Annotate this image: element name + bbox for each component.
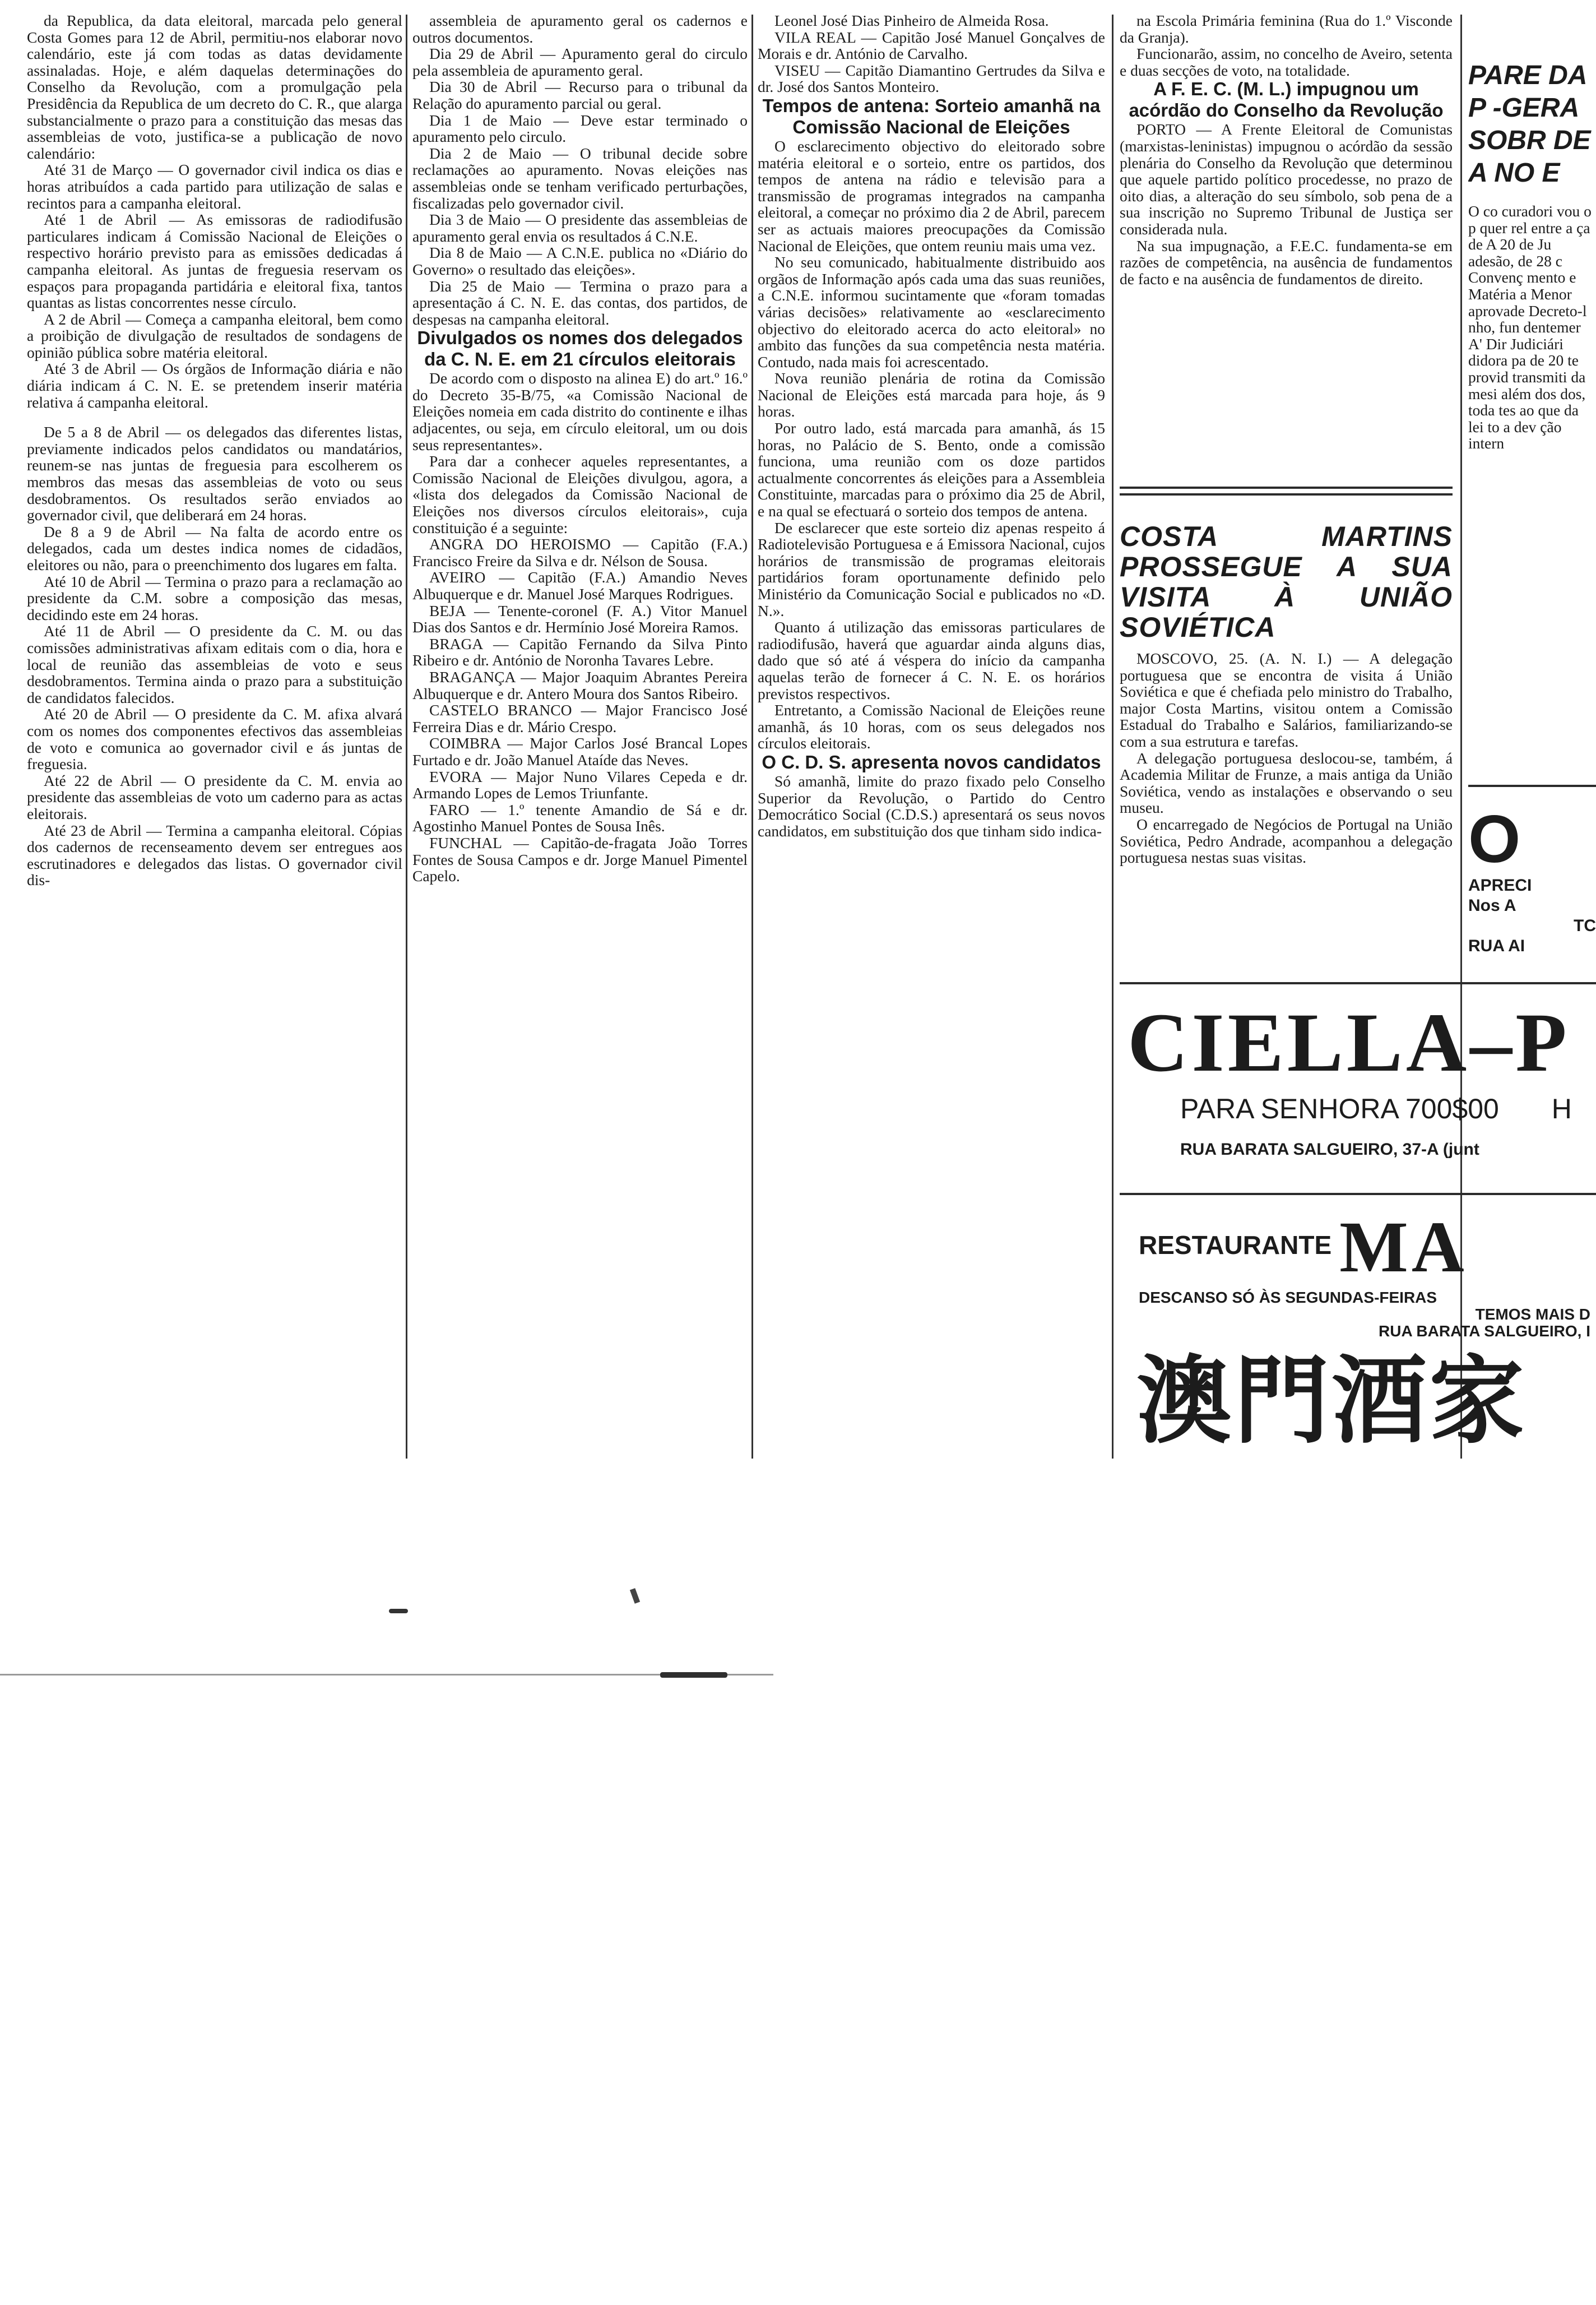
- paragraph: BEJA — Tenente-coronel (F. A.) Vitor Manuel Dias dos Santos e dr. Hermínio José Moreira Ramos.: [412, 601, 748, 636]
- ciella-brand-tail: –P: [1470, 998, 1570, 1089]
- scan-edge-line: [0, 1674, 773, 1675]
- paragraph: O encarregado de Negócios de Portugal na União Soviética, Pedro Andrade, acompanhou a delegação portuguesa nestas suas visitas.: [1120, 815, 1453, 867]
- advertisement-ciella: [1120, 998, 1596, 1188]
- paragraph: Dia 29 de Abril — Apuramento geral do circulo pela assembleia de apuramento geral.: [412, 45, 748, 79]
- paragraph: Até 3 de Abril — Os órgãos de Informação diária e não diária indicam á C. N. E. se pretendem inserir matéria relativa á campanha eleitoral.: [27, 360, 402, 411]
- restaurant-name: MA: [1339, 1207, 1468, 1288]
- paragraph: Dia 2 de Maio — O tribunal decide sobre reclamações ao apuramento. Novas eleições nas assembleias onde se tenham verificado perturbações, fiscalizadas pelo governador civil.: [412, 144, 748, 212]
- restaurant-note: TEMOS MAIS D: [1475, 1306, 1590, 1323]
- ciella-brand: CIELLA: [1128, 998, 1470, 1089]
- paragraph: FUNCHAL — Capitão-de-fragata João Torres Fontes de Sousa Campos e dr. Jorge Manuel Pimentel Capelo.: [412, 834, 748, 885]
- paragraph: O co curadori vou o p quer rel entre a ça de A 20 de Ju adesão, de 28 c Convenç mento e Matéria a Menor aprovade Decreto-l nho, fun dentemer A' Dir Judiciári didora pa de 20 te provid transmiti da mesi além dos dos, toda tes ao que da lei to a dev ção intern: [1468, 202, 1592, 452]
- restaurant-label: RESTAURANTE: [1139, 1230, 1332, 1260]
- paragraph: ANGRA DO HEROISMO — Capitão (F.A.) Francisco Freire da Silva e dr. Nélson de Sousa.: [412, 535, 748, 570]
- paragraph: FARO — 1.º tenente Amandio de Sá e dr. Agostinho Manuel Pontes de Sousa Inês.: [412, 800, 748, 835]
- paragraph: Nova reunião plenária de rotina da Comissão Nacional de Eleições está marcada para hoje, ás 9 horas.: [758, 369, 1105, 420]
- ciella-price: PARA SENHORA 700$00: [1180, 1093, 1499, 1124]
- ad-line: APRECI: [1468, 876, 1532, 895]
- article-costa-martins: [1120, 521, 1453, 959]
- headline-antenna-time: Tempos de antena: Sorteio amanhã na Comissão Nacional de Eleições: [762, 95, 1101, 137]
- headline-delegates: Divulgados os nomes dos delegados da C. N. E. em 21 círculos eleitorais: [417, 327, 743, 370]
- ciella-address: RUA BARATA SALGUEIRO, 37-A (junt: [1180, 1140, 1479, 1159]
- column-fec: [1120, 12, 1453, 517]
- section-divider: [1120, 982, 1596, 984]
- paragraph: Dia 25 de Maio — Termina o prazo para a apresentação á C. N. E. das contas, dos partidos, de despesas na campanha eleitoral.: [412, 277, 748, 328]
- ad-big-letter: O: [1468, 803, 1521, 877]
- paragraph: Dia 8 de Maio — A C.N.E. publica no «Diário do Governo» o resultado das eleições».: [412, 244, 748, 278]
- paragraph: AVEIRO — Capitão (F.A.) Amandio Neves Albuquerque e dr. Manuel José Marques Rodrigues.: [412, 568, 748, 603]
- paragraph: assembleia de apuramento geral os cadernos e outros documentos.: [412, 12, 748, 46]
- column-delegates: [412, 12, 748, 1459]
- restaurant-address: RUA BARATA SALGUEIRO, I: [1379, 1322, 1590, 1340]
- paragraph: De 8 a 9 de Abril — Na falta de acordo entre os delegados, cada um destes indica nomes de cidadãos, eleitores ou não, para o preenchimento dos lugares em falta.: [27, 522, 402, 573]
- ink-speck: [389, 1609, 408, 1613]
- paragraph: BRAGA — Capitão Fernando da Silva Pinto Ribeiro e dr. António de Noronha Tavares Lebre.: [412, 635, 748, 669]
- restaurant-chinese-name: 澳門酒家: [1136, 1345, 1527, 1452]
- clipped-side-article: [1468, 12, 1596, 763]
- paragraph: COIMBRA — Major Carlos José Brancal Lopes Furtado e dr. João Manuel Ataíde das Neves.: [412, 734, 748, 769]
- paragraph: De acordo com o disposto na alinea E) do art.º 16.º do Decreto 35-B/75, «a Comissão Nacional de Eleições nomeia em cada distrito do continente e ilhas adjacentes, ou seja, em círculo eleitoral, um ou dois seus representantes».: [412, 369, 748, 453]
- paragraph: Até 1 de Abril — As emissoras de radiodifusão particulares indicam á Comissão Nacional de Eleições o respectivo horário previsto para as emissões dedicadas á campanha eleitoral. As juntas de freguesia reservam os espaços para propaganda partidária e eleitoral fixa, tantos quantas as listas concorrentes nesse círculo.: [27, 211, 402, 312]
- paragraph: Leonel José Dias Pinheiro de Almeida Rosa.: [774, 12, 1049, 29]
- paragraph: No seu comunicado, habitualmente distribuido aos orgãos de Informação após cada uma das suas reuniões, a C.N.E. informou sucintamente que «foram tomadas várias decisões» relativamente ao «esclarecimento objectivo do eleitorado acerca do acto eleitoral» no ambito das funções da sua competência nesta matéria. Contudo, nada mais foi acrescentado.: [758, 253, 1105, 371]
- paragraph: Até 11 de Abril — O presidente da C. M. ou das comissões administrativas afixam editais com o dia, hora e local de reunião das assembleias de voto e seus desdobramentos. Termina ainda o prazo para a substituição de candidatos falecidos.: [27, 622, 402, 706]
- column-antenna-time: [758, 12, 1105, 1459]
- paragraph: Para dar a conhecer aqueles representantes, a Comissão Nacional de Eleições divulgou, agora, a «lista dos delegados da Comissão Nacional de Eleições nos diversos círculos eleitorais», cuja constituição é a seguinte:: [412, 452, 748, 536]
- paragraph: Até 20 de Abril — O presidente da C. M. afixa alvará com os nomes dos componentes efectivos das assembleias de voto e comunica ao governador civil e ás juntas de freguesia.: [27, 705, 402, 773]
- paragraph: O esclarecimento objectivo do eleitorado sobre matéria eleitoral e o sorteio, entre os partidos, dos tempos de antena na rádio e televisão para a transmissão de programas integrados na campanha eleitoral, a começar no próximo dia 2 de Abril, parecem ser as actuais maiores preocupações da Comissão Nacional de Eleições, que ontem reuniu mais uma vez.: [758, 137, 1105, 254]
- paragraph: A delegação portuguesa deslocou-se, também, á Academia Militar de Frunze, a mais antiga da União Soviética, vendo as instalações e observando o seu museu.: [1120, 749, 1453, 817]
- column-rule: [1112, 15, 1114, 1459]
- paragraph: Até 22 de Abril — O presidente da C. M. envia ao presidente das assembleias de voto um caderno para as actas eleitorais.: [27, 771, 402, 822]
- headline-fec: A F. E. C. (M. L.) impugnou um acórdão do Conselho da Revolução: [1129, 78, 1444, 121]
- paragraph: Até 23 de Abril — Termina a campanha eleitoral. Cópias dos cadernos de recenseamento devem ser entregues aos escrutinadores e delegados das listas. O governador civil dis-: [27, 821, 402, 889]
- headline-cds: O C. D. S. apresenta novos candidatos: [762, 751, 1101, 772]
- headline-clipped: PARE DA P -GERA SOBR DE A NO E: [1468, 61, 1591, 188]
- column-rule: [406, 15, 407, 1459]
- paragraph: CASTELO BRANCO — Major Francisco José Ferreira Dias e dr. Mário Crespo.: [412, 701, 748, 735]
- advertisement-restaurante-macau: [1120, 1205, 1596, 1452]
- paragraph: da Republica, da data eleitoral, marcada pelo general Costa Gomes para 12 de Abril, permitiu-nos elaborar novo calendário, este já com todas as datas devidamente assinaladas. Hoje, e além daquelas determinações do Conselho da Revolução, com a promulgação pela Presidência da Republica de um decreto do C. R., que alarga substancialmente o prazo para a constituição das mesas das assembleias de voto, justifica-se a publicação de novo calendário:: [27, 12, 402, 162]
- ad-line: Nos A: [1468, 896, 1516, 915]
- paragraph: VILA REAL — Capitão José Manuel Gonçalves de Morais e dr. António de Carvalho.: [758, 28, 1105, 63]
- paragraph: MOSCOVO, 25. (A. N. I.) — A delegação portuguesa que se encontra de visita á União Soviética e que é chefiada pelo ministro do Trabalho, major Costa Martins, visitou ontem a Comissão Estadual do Trabalho e Salários, familiarizando-se com a sua estrutura e tarefas.: [1120, 650, 1453, 750]
- paragraph: Quanto á utilização das emissoras particulares de radiodifusão, haverá que aguardar ainda alguns dias, dado que só até á véspera do início da campanha aquelas terão de fornecer á C. N. E. os horários previstos respectivos.: [758, 618, 1105, 702]
- column-electoral-calendar: [27, 12, 402, 1459]
- paragraph: na Escola Primária feminina (Rua do 1.º Visconde da Granja).: [1120, 12, 1453, 46]
- paragraph: Só amanhã, limite do prazo fixado pelo Conselho Superior da Revolução, o Partido do Centro Democrático Social (C.D.S.) apresentará os seus novos candidatos, em substituição dos que tinham sido indica-: [758, 772, 1105, 840]
- paragraph: Dia 1 de Maio — Deve estar terminado o apuramento pelo circulo.: [412, 111, 748, 146]
- ciella-price-tail: H: [1551, 1093, 1572, 1124]
- headline-costa-martins: COSTA MARTINS PROSSEGUE A SUA VISITA À UNIÃO SOVIÉTICA: [1120, 521, 1453, 643]
- ink-speck: [660, 1672, 727, 1678]
- section-divider: [1468, 785, 1596, 787]
- paragraph: PORTO — A Frente Eleitoral de Comunistas (marxistas-leninistas) impugnou o acórdão da sessão plenária do Conselho da Revolução que determinou que aquele partido político procedesse, no prazo de oito dias, a alteração do seu símbolo, sob pena de a sua inscrição no Supremo Tribunal de Justiça ser considerada nula.: [1120, 121, 1453, 238]
- column-rule: [751, 15, 753, 1459]
- paragraph: Por outro lado, está marcada para amanhã, ás 15 horas, no Palácio de S. Bento, onde a comissão funciona, uma reunião com os doze partidos actualmente concorrentes ás eleições para a Assembleia Constituinte, marcadas para o próximo dia 25 de Abril, e na qual se efectuará o sorteio dos tempos de antena.: [758, 419, 1105, 520]
- paragraph: BRAGANÇA — Major Joaquim Abrantes Pereira Albuquerque e dr. Antero Moura dos Santos Ribeiro.: [412, 668, 748, 702]
- side-advertisement: [1468, 803, 1596, 982]
- ad-line: RUA AI: [1468, 937, 1525, 955]
- paragraph: Dia 3 de Maio — O presidente das assembleias de apuramento geral envia os resultados á C.N.E.: [412, 211, 748, 245]
- ink-speck: [630, 1588, 640, 1604]
- paragraph: VISEU — Capitão Diamantino Gertrudes da Silva e dr. José dos Santos Monteiro.: [758, 61, 1105, 96]
- paragraph: A 2 de Abril — Começa a campanha eleitoral, bem como a proibição de divulgação de resultados de sondagens de opinião pública sobre matéria eleitoral.: [27, 310, 402, 361]
- paragraph: Até 31 de Março — O governador civil indica os dias e horas atribuídos a cada partido para utilização de salas e recintos para a campanha eleitoral.: [27, 161, 402, 212]
- paragraph: Na sua impugnação, a F.E.C. fundamenta-se em razões de competência, na ausência de fundamentos de facto e na ausência de fundamentos de direito.: [1120, 237, 1453, 288]
- restaurant-closing-days: DESCANSO SÓ ÀS SEGUNDAS-FEIRAS: [1139, 1289, 1437, 1306]
- paragraph: De 5 a 8 de Abril — os delegados das diferentes listas, previamente indicados pelos candidatos ou mandatários, reunem-se nas juntas de freguesia para escolherem os membros das mesas das assembleias de voto ou seus desdobramentos. Os resultados serão enviados ao governador civil, que deliberará em 24 horas.: [27, 423, 402, 524]
- paragraph: EVORA — Major Nuno Vilares Cepeda e dr. Armando Lopes de Lemos Triunfante.: [412, 767, 748, 802]
- paragraph: Até 10 de Abril — Termina o prazo para a reclamação ao presidente da C.M. sobre a composição das mesas, decidindo este em 24 horas.: [27, 572, 402, 623]
- section-divider: [1120, 1193, 1596, 1195]
- paragraph: Funcionarão, assim, no concelho de Aveiro, setenta e duas secções de voto, na totalidade.: [1120, 45, 1453, 79]
- paragraph: Dia 30 de Abril — Recurso para o tribunal da Relação do apuramento parcial ou geral.: [412, 78, 748, 112]
- paragraph: Entretanto, a Comissão Nacional de Eleições reune amanhã, ás 10 horas, com os seus delegados nos círculos eleitorais.: [758, 701, 1105, 752]
- paragraph: De esclarecer que este sorteio diz apenas respeito á Radiotelevisão Portuguesa e á Emissora Nacional, cujos horários de transmissão de programas eleitorais partidários foram oportunamente definido pelo Ministério da Comunicação Social e publicados no «D. N.».: [758, 519, 1105, 619]
- ad-line: TC: [1574, 917, 1596, 935]
